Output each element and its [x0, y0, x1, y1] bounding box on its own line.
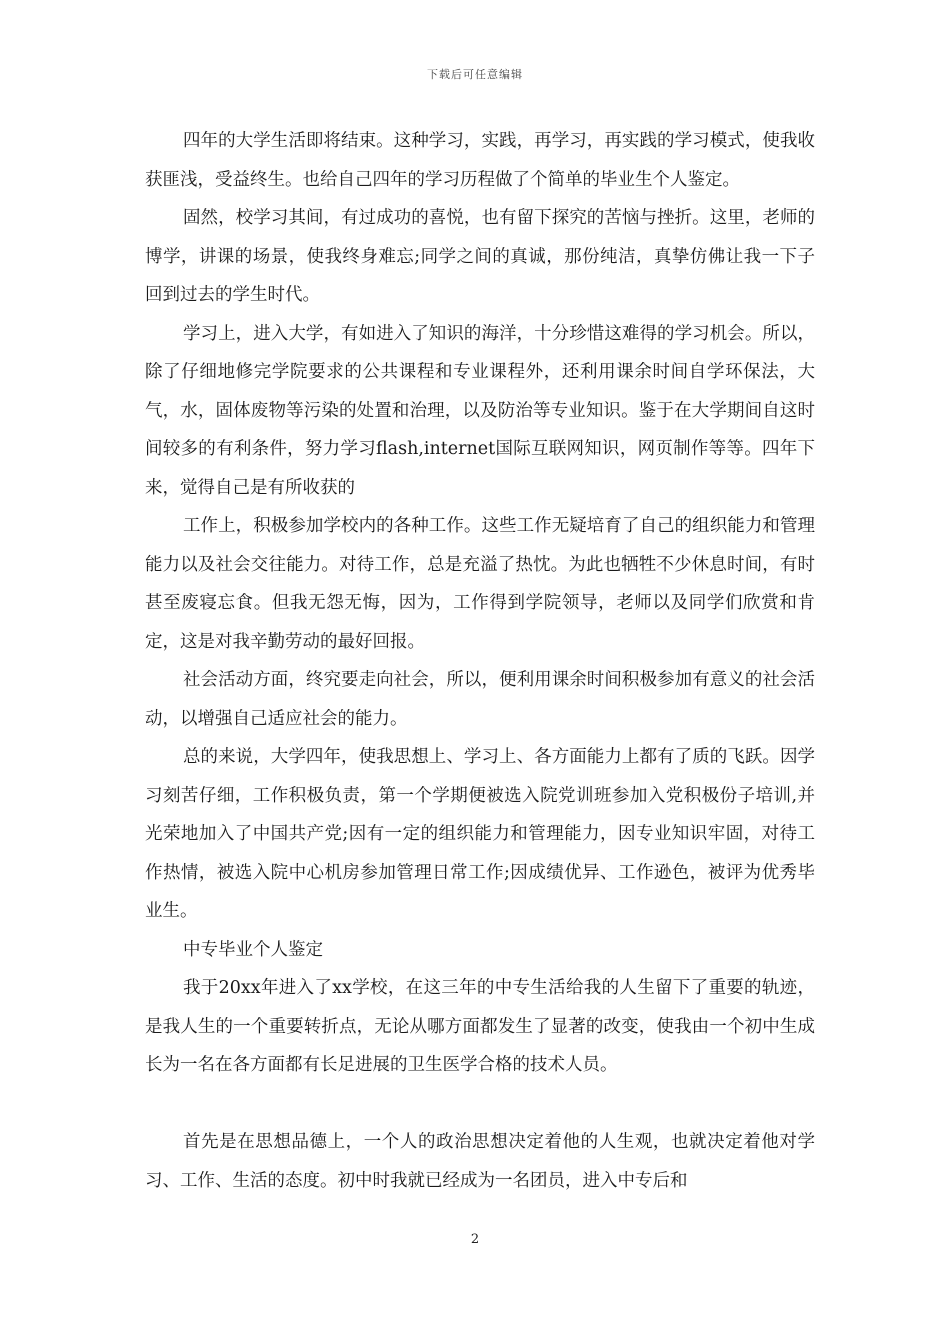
paragraph-study: 学习上，进入大学，有如进入了知识的海洋，十分珍惜这难得的学习机会。所以，除了仔细地修完学院要求的公共课程和专业课程外，还利用课余时间自学环保法，大气，水，固体废物等污染的处置和治理，以及防治等专业知识。鉴于在大学期间自这时间较多的有利条件，努力学习flash,internet国际互联网知识，网页制作等等。四年下来，觉得自己是有所收获的: [145, 323, 815, 498]
paragraph-teachers: 固然，校学习其间，有过成功的喜悦，也有留下探究的苦恼与挫折。这里，老师的博学，讲课的场景，使我终身难忘;同学之间的真诚，那份纯洁，真挚仿佛让我一下子回到过去的学生时代。: [145, 208, 815, 305]
page-number: 2: [470, 1232, 480, 1247]
paragraph-vocational-intro: 我于20xx年进入了xx学校，在这三年的中专生活给我的人生留下了重要的轨迹，是我人生的一个重要转折点，无论从哪方面都发生了显著的改变，使我由一个初中生成长为一名在各方面都有长足进展的卫生医学合格的技术人员。: [145, 978, 815, 1075]
paragraph-summary: 总的来说，大学四年，使我思想上、学习上、各方面能力上都有了质的飞跃。因学习刻苦仔细，工作积极负责，第一个学期便被选入院党训班参加入党积极份子培训,并光荣地加入了中国共产党;因有一定的组织能力和管理能力，因专业知识牢固，对待工作热情，被选入院中心机房参加管理日常工作;因成绩优异、工作逊色，被评为优秀毕业生。: [145, 747, 815, 921]
section-heading: 中专毕业个人鉴定: [183, 939, 323, 960]
paragraph-social: 社会活动方面，终究要走向社会，所以，便利用课余时间积极参加有意义的社会活动，以增强自己适应社会的能力。: [145, 670, 815, 729]
blank-line: [145, 1085, 815, 1124]
page-header: 下载后可任意编辑: [427, 68, 523, 81]
paragraph-work: 工作上，积极参加学校内的各种工作。这些工作无疑培育了自己的组织能力和管理能力以及社会交往能力。对待工作，总是充溢了热忱。为此也牺牲不少休息时间，有时甚至废寝忘食。但我无怨无悔，因为，工作得到学院领导，老师以及同学们欣赏和肯定，这是对我辛勤劳动的最好回报。: [145, 516, 815, 652]
paragraph-ideology: 首先是在思想品德上，一个人的政治思想决定着他的人生观，也就决定着他对学习、工作、生活的态度。初中时我就已经成为一名团员，进入中专后和: [145, 1132, 815, 1191]
paragraph-intro: 四年的大学生活即将结束。这种学习，实践，再学习，再实践的学习模式，使我收获匪浅，受益终生。也给自己四年的学习历程做了个简单的毕业生个人鉴定。: [145, 131, 815, 190]
document-body: [145, 122, 815, 1200]
